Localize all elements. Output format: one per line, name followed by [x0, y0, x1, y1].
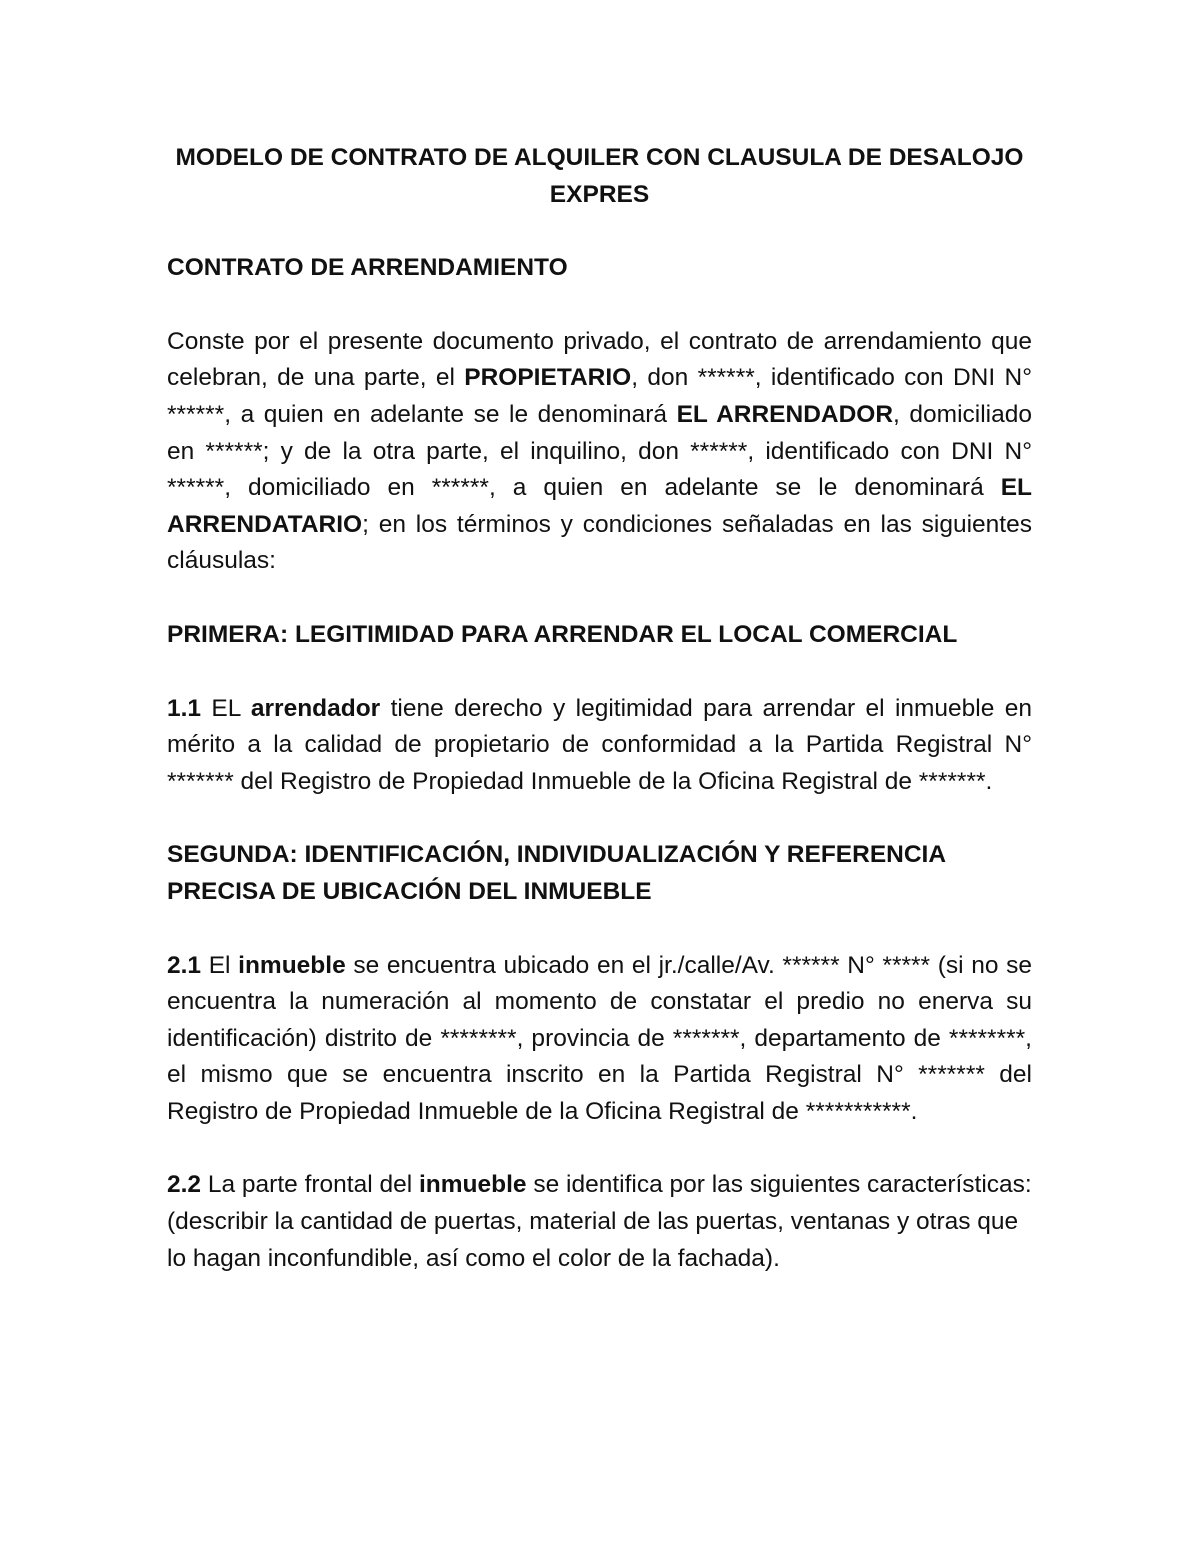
contract-subtitle: CONTRATO DE ARRENDAMIENTO — [167, 254, 568, 282]
clause-text-2: se encuentra ubicado en el jr./calle/Av. ****** N° ***** (si no se encuentra la numeración al momento de constatar el predio no enerva su identificación) distrito de ********, provincia de *******, departamento de ********, el mismo que se encuentra inscrito en la Partida Registral N° ******* del Registro de Propiedad Inmueble de la Oficina Registral de ***********. — [167, 951, 1033, 1125]
clause-2-1 — [167, 948, 1032, 1131]
document-title: MODELO DE CONTRATO DE ALQUILER CON CLAUSULA DE DESALOJO EXPRES — [175, 144, 1024, 208]
clause-text-2: tiene derecho y legitimidad para arrendar el inmueble en mérito a la calidad de propietario de conformidad a la Partida Registral N° ******* del Registro de Propiedad Inmueble de la Oficina Registral de *******. — [167, 694, 1032, 795]
intro-text-2: , don ******, identificado con DNI N° ******, a quien en adelante se le denominará — [167, 364, 1032, 428]
intro-text-4: ; en los términos y condiciones señaladas en las siguientes cláusulas: — [167, 510, 1032, 575]
section-heading-segunda: SEGUNDA: IDENTIFICACIÓN, INDIVIDUALIZACIÓN Y REFERENCIA PRECISA DE UBICACIÓN DEL INMUEBLE — [167, 841, 946, 905]
clause-text-2: se identifica por las siguientes características: (describir la cantidad de puertas, material de las puertas, ventanas y otras que lo hagan inconfundible, así como el color de la fachada). — [167, 1171, 1032, 1272]
document-page — [167, 140, 1032, 1314]
intro-paragraph — [167, 324, 1032, 580]
clause-text-1: EL — [201, 694, 251, 722]
clause-2-2 — [167, 1167, 1032, 1277]
clause-bold-term: arrendador — [250, 694, 381, 722]
intro-text-1: Conste por el presente documento privado, el contrato de arrendamiento que celebran, de una parte, el — [167, 327, 1032, 392]
clause-1-1 — [167, 691, 1032, 801]
clause-bold-term: inmueble — [238, 951, 346, 979]
clause-text-1: La parte frontal del — [201, 1171, 419, 1199]
clause-number: 1.1 — [167, 694, 202, 722]
clause-number: 2.1 — [167, 951, 202, 979]
intro-bold-propietario: PROPIETARIO — [464, 364, 632, 392]
intro-text-3: , domiciliado en ******; y de la otra parte, el inquilino, don ******, identificado con DNI N° ******, domiciliado en ******, a quien en adelante se le denominará — [167, 400, 1032, 502]
intro-bold-arrendatario: EL ARRENDATARIO — [167, 474, 1032, 538]
clause-text-1: El — [201, 951, 239, 979]
intro-bold-arrendador: EL ARRENDADOR — [676, 400, 894, 428]
clause-number: 2.2 — [167, 1171, 202, 1199]
clause-bold-term: inmueble — [418, 1171, 527, 1199]
section-heading-primera: PRIMERA: LEGITIMIDAD PARA ARRENDAR EL LOCAL COMERCIAL — [167, 620, 958, 648]
